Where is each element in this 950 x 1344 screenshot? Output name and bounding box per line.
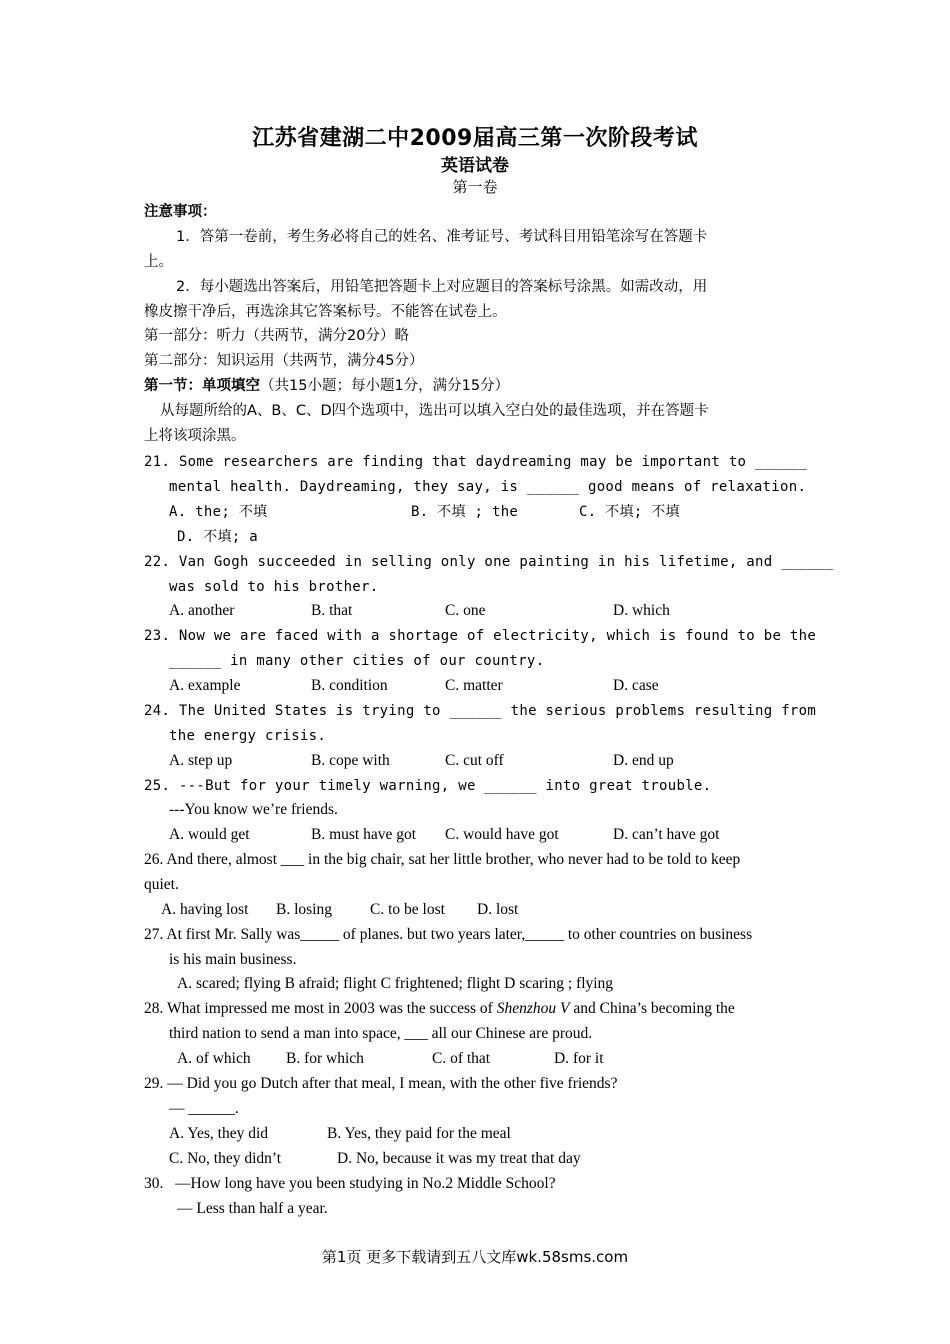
q28-line-2: third nation to send a man into space, ___ all our Chinese are proud.	[169, 1025, 593, 1042]
q26-option-d: D. lost	[477, 901, 519, 918]
q28-line-1	[144, 999, 735, 1019]
q29-option-d: D. No, because it was my treat that day	[337, 1150, 581, 1167]
page-footer: 第1页 更多下载请到五八文库wk.58sms.com	[321, 1248, 629, 1266]
q29-option-a: A. Yes, they did	[169, 1125, 269, 1142]
q24-option-c: C. cut off	[445, 752, 504, 769]
q25-option-d: D. can’t have got	[613, 826, 720, 843]
q25-option-a: A. would get	[169, 826, 250, 843]
q25-line-2: ---You know we’re friends.	[169, 801, 338, 818]
q24-line-1: 24. The United States is trying to ______ the serious problems resulting from	[144, 703, 817, 719]
volume-label: 第一卷	[452, 178, 498, 196]
q28-line-1-start: 28. What impressed me most in 2003 was the success of	[144, 1000, 497, 1017]
q25-option-b: B. must have got	[311, 826, 417, 843]
exam-title: 江苏省建湖二中2009届高三第一次阶段考试	[252, 126, 698, 151]
q22-line-1: 22. Van Gogh succeeded in selling only one painting in his lifetime, and ______	[144, 554, 834, 570]
q26-option-c: C. to be lost	[370, 901, 445, 918]
q27-line-2: is his main business.	[169, 951, 297, 968]
q21-line-1: 21. Some researchers are finding that daydreaming may be important to ______	[144, 454, 808, 470]
note-item-2-line-2: 橡皮擦干净后，再选涂其它答案标号。不能答在试卷上。	[144, 304, 507, 320]
q29-option-b: B. Yes, they paid for the meal	[327, 1125, 511, 1142]
note-item-1-line-1: 1．答第一卷前，考生务必将自己的姓名、准考证号、考试科目用铅笔涂写在答题卡	[176, 229, 708, 245]
q21-option-d: D. 不填; a	[177, 529, 258, 545]
q26-option-a: A. having lost	[161, 901, 249, 918]
q23-option-a: A. example	[169, 677, 241, 694]
q23-option-d: D. case	[613, 677, 659, 694]
section-1-rest: （共15小题；每小题1分，满分15分）	[260, 378, 510, 394]
q30-line-1: 30. —How long have you been studying in No.2 Middle School?	[144, 1175, 556, 1192]
q23-line-2: ______ in many other cities of our country.	[169, 653, 545, 669]
exam-subtitle: 英语试卷	[441, 156, 509, 176]
q23-line-1: 23. Now we are faced with a shortage of electricity, which is found to be the	[144, 628, 817, 644]
q22-option-c: C. one	[445, 602, 486, 619]
q26-option-b: B. losing	[276, 901, 332, 918]
q22-option-d: D. which	[613, 602, 670, 619]
part-1-label: 第一部分：听力（共两节，满分20分）略	[144, 328, 409, 344]
q28-option-a: A. of which	[177, 1050, 251, 1067]
notes-heading: 注意事项：	[144, 204, 217, 220]
q25-option-c: C. would have got	[445, 826, 559, 843]
q21-option-a: A. the; 不填	[169, 504, 268, 520]
q28-option-b: B. for which	[286, 1050, 364, 1067]
q23-option-c: C. matter	[445, 677, 503, 694]
q27-options: A. scared; flying B afraid; flight C frightened; flight D scaring ; flying	[177, 975, 614, 992]
q22-option-b: B. that	[311, 602, 353, 619]
q21-line-2: mental health. Daydreaming, they say, is ______ good means of relaxation.	[169, 479, 807, 495]
note-item-1-line-2: 上。	[144, 254, 173, 270]
q26-line-1: 26. And there, almost ___ in the big chair, sat her little brother, who never had to be told to keep	[144, 851, 741, 868]
q22-option-a: A. another	[169, 602, 235, 619]
q21-option-c: C. 不填; 不填	[579, 504, 680, 520]
q29-line-1: 29. — Did you go Dutch after that meal, I mean, with the other five friends?	[144, 1075, 618, 1092]
q29-option-c: C. No, they didn’t	[169, 1150, 282, 1167]
q29-line-2: — ______.	[169, 1100, 239, 1117]
section-1-label	[144, 376, 509, 396]
q28-option-c: C. of that	[432, 1050, 491, 1067]
q24-line-2: the energy crisis.	[169, 728, 327, 744]
q30-line-2: — Less than half a year.	[177, 1200, 328, 1217]
part-2-label: 第二部分：知识运用（共两节，满分45分）	[144, 353, 424, 369]
section-1-bold: 第一节：单项填空	[144, 378, 260, 394]
q26-line-2: quiet.	[144, 876, 179, 893]
instructions-line-2: 上将该项涂黑。	[144, 428, 246, 444]
q24-option-a: A. step up	[169, 752, 233, 769]
q25-line-1: 25. ---But for your timely warning, we ______ into great trouble.	[144, 778, 712, 794]
q23-option-b: B. condition	[311, 677, 388, 694]
note-item-2-line-1: 2．每小题选出答案后，用铅笔把答题卡上对应题目的答案标号涂黑。如需改动，用	[176, 279, 708, 295]
q21-option-b: B. 不填 ; the	[411, 504, 519, 520]
q27-line-1: 27. At first Mr. Sally was_____ of planes. but two years later,_____ to other countries on business	[144, 926, 753, 943]
instructions-line-1: 从每题所给的A、B、C、D四个选项中，选出可以填入空白处的最佳选项，并在答题卡	[160, 403, 709, 419]
q22-line-2: was sold to his brother.	[169, 579, 379, 595]
q24-option-d: D. end up	[613, 752, 674, 769]
q28-line-1-end: and China’s becoming the	[569, 1000, 735, 1017]
q24-option-b: B. cope with	[311, 752, 390, 769]
q28-line-1-italic: Shenzhou V	[496, 1000, 570, 1017]
q28-option-d: D. for it	[554, 1050, 604, 1067]
